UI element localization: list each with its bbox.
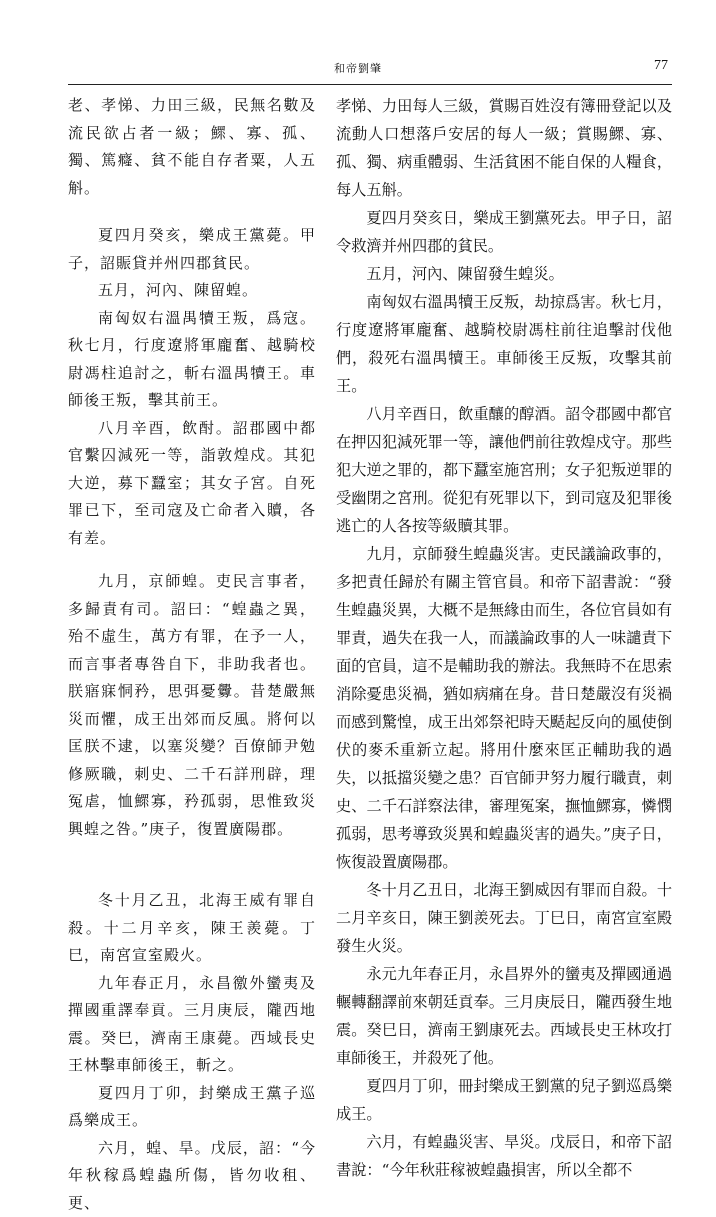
translation-paragraph: 冬十月乙丑日，北海王劉威因有罪而自殺。十二月辛亥日，陳王劉羨死去。丁巳日，南宮宣室殿發生火災。 — [336, 876, 672, 960]
translation-paragraph: 八月辛酉日，飲重釀的醇酒。詔令郡國中都官在押囚犯減死罪一等，讓他們前往敦煌戍守。那些犯大逆之罪的，都下蠶室施宮刑；女子犯叛逆罪的受幽閉之宮刑。從犯有死罪以下，到司寇及犯罪後逃亡的人各按等級贖其罪。 — [336, 400, 672, 540]
translation-paragraph: 夏四月癸亥日，樂成王劉黨死去。甲子日，詔令救濟并州四郡的貧民。 — [336, 204, 672, 260]
classical-paragraph: 六月，蝗、旱。戊辰，詔：“今年秋稼爲蝗蟲所傷，皆勿收租、更、 — [68, 1135, 316, 1217]
modern-translation-column — [336, 92, 672, 1184]
classical-paragraph: 九年春正月，永昌徼外蠻夷及撣國重譯奉貢。三月庚辰，隴西地震。癸巳，濟南王康薨。西域長史王林擊車師後王，斬之。 — [68, 970, 316, 1080]
translation-paragraph: 九月，京師發生蝗蟲災害。吏民議論政事的，多把責任歸於有關主管官員。和帝下詔書說：“發生蝗蟲災異，大概不是無緣由而生，各位官員如有罪責，過失在我一人，而議論政事的人一味譴責下面的官員，這不是輔助我的辦法。我無時不在思索消除憂患災禍，猶如病痛在身。昔日楚嚴沒有災禍而感到驚惶，成王出郊祭祀時天颳起反向的風使倒伏的麥禾重新立起。將用什麼來匡正輔助我的過失，以抵擋災變之患？百官師尹努力履行職責，刺史、二千石詳察法律，審理冤案，撫恤鰥寡，憐憫孤弱，思考導致災異和蝗蟲災害的過失。”庚子日，恢復設置廣陽郡。 — [336, 540, 672, 876]
translation-paragraph: 孝悌、力田每人三級，賞賜百姓沒有簿冊登記以及流動人口想落戶安居的每人一級；賞賜鰥、寡、孤、獨、病重體弱、生活貧困不能自保的人糧食，每人五斛。 — [336, 92, 672, 204]
classical-paragraph: 冬十月乙丑，北海王威有罪自殺。十二月辛亥，陳王羨薨。丁巳，南宮宣室殿火。 — [68, 887, 316, 970]
classical-paragraph: 南匈奴右溫禺犢王叛，爲寇。秋七月，行度遼將軍龐奮、越騎校尉馮柱追討之，斬右溫禺犢王。車師後王叛，擊其前王。 — [68, 305, 316, 415]
page-header — [68, 58, 668, 82]
classical-paragraph: 老、孝悌、力田三級，民無名數及流民欲占者一級；鰥、寡、孤、獨、篤癃、貧不能自存者粟，人五斛。 — [68, 92, 316, 202]
translation-paragraph: 南匈奴右溫禺犢王反叛，劫掠爲害。秋七月，行度遼將軍龐奮、越騎校尉馮柱前往追擊討伐他們，殺死右溫禺犢王。車師後王反叛，攻擊其前王。 — [336, 288, 672, 400]
translation-paragraph: 夏四月丁卯，冊封樂成王劉黨的兒子劉巡爲樂成王。 — [336, 1072, 672, 1128]
classical-paragraph: 八月辛酉，飲酎。詔郡國中都官繫囚減死一等，詣敦煌戍。其犯大逆，募下蠶室；其女子宮。自死罪已下，至司寇及亡命者入贖，各有差。 — [68, 415, 316, 553]
header-rule — [68, 84, 672, 85]
page-number: 77 — [654, 58, 668, 74]
classical-paragraph: 夏四月癸亥，樂成王黨薨。甲子，詔賑貸并州四郡貧民。 — [68, 222, 316, 277]
classical-paragraph: 夏四月丁卯，封樂成王黨子巡爲樂成王。 — [68, 1080, 316, 1135]
translation-paragraph: 永元九年春正月，永昌界外的蠻夷及撣國通過輾轉翻譯前來朝廷貢奉。三月庚辰日，隴西發生地震。癸巳日，濟南王劉康死去。西域長史王林攻打車師後王，并殺死了他。 — [336, 960, 672, 1072]
running-title: 和帝劉肇 — [334, 60, 382, 76]
translation-paragraph: 五月，河內、陳留發生蝗災。 — [336, 260, 672, 288]
classical-text-column — [68, 92, 316, 1217]
translation-paragraph: 六月，有蝗蟲災害、旱災。戊辰日，和帝下詔書說：“今年秋莊稼被蝗蟲損害，所以全都不 — [336, 1128, 672, 1184]
classical-paragraph: 五月，河內、陳留蝗。 — [68, 277, 316, 305]
classical-paragraph: 九月，京師蝗。吏民言事者，多歸責有司。詔曰：“蝗蟲之異，殆不虛生，萬方有罪，在予一人，而言事者專咎自下，非助我者也。朕寤寐恫矜，思弭憂釁。昔楚嚴無災而懼，成王出郊而反風。將何以匡朕不逮，以塞災變？百僚師尹勉修厥職，刺史、二千石詳刑辟，理冤虐，恤鰥寡，矜孤弱，思惟致災興蝗之咎。”庚子，復置廣陽郡。 — [68, 568, 316, 843]
